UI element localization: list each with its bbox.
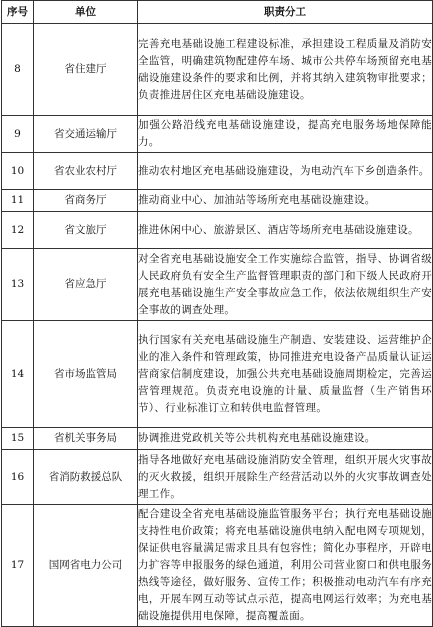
- row-serial-number: 10: [2, 153, 34, 190]
- header-serial-number: 序号: [2, 1, 34, 24]
- row-unit: 国网省电力公司: [34, 505, 138, 627]
- row-unit: 省消防救援总队: [34, 450, 138, 505]
- table-row: [2, 116, 433, 153]
- row-unit: 省市场监管局: [34, 321, 138, 428]
- table-row: [2, 428, 433, 450]
- table-row: [2, 212, 433, 249]
- row-serial-number: 9: [2, 116, 34, 153]
- table-row: [2, 321, 433, 428]
- row-unit: 省文旅厅: [34, 212, 138, 249]
- row-duty: 推动农村地区充电基础设施建设，为电动汽车下乡创造条件。: [138, 153, 433, 190]
- row-unit: 省应急厅: [34, 249, 138, 321]
- row-serial-number: 14: [2, 321, 34, 428]
- row-duty: 配合建设全省充电基础设施监管服务平台；执行充电基础设施支持性电价政策；将充电基础设施供电纳入配电网专项规划，保证供电容量满足需求且具有包容性；简化办事程序，开辟电力扩容等申报服务的绿色通道，利用公司营业窗口和供电服务热线等途径，做好服务、宣传工作；积极推动电动汽车有序充电，开展车网互动等试点示范，提高电网运行效率；为充电基础设施提供用电保障，提高覆盖面。: [138, 505, 433, 627]
- table-row: [2, 505, 433, 627]
- header-unit: 单位: [34, 1, 138, 24]
- table-header-row: [2, 1, 433, 24]
- row-serial-number: 17: [2, 505, 34, 627]
- row-duty: 执行国家有关充电基础设施生产制造、安装建设、运营维护企业的准入条件和管理政策，协同推进充电设备产品质量认证运营商家信制度建设，加强公共充电基础设施周期检定，完善运营管理规范。负责充电设施的计量、质量监督（生产销售环节）、行业标准订立和转供电监督管理。: [138, 321, 433, 428]
- row-duty: 完善充电基础设施工程建设标准，承担建设工程质量及消防安全监管，明确建筑物配建停车场、城市公共停车场预留充电基础设施建设条件的要求和比例，并将其纳入建筑物审批要求；负责推进居住区充电基础设施建设。: [138, 24, 433, 116]
- duty-table: [1, 0, 433, 627]
- table-row: [2, 450, 433, 505]
- row-duty: 加强公路沿线充电基础设施建设，提高充电服务场地保障能力。: [138, 116, 433, 153]
- row-serial-number: 15: [2, 428, 34, 450]
- row-unit: 省商务厅: [34, 190, 138, 212]
- table-row: [2, 24, 433, 116]
- row-unit: 省住建厅: [34, 24, 138, 116]
- table-row: [2, 190, 433, 212]
- row-duty: 推进休闲中心、旅游景区、酒店等场所充电基础设施建设。: [138, 212, 433, 249]
- row-duty: 对全省充电基础设施安全工作实施综合监管，指导、协调省级人民政府负有安全生产监督管理职责的部门和下级人民政府开展充电基础设施生产安全事故应急工作，依法依规组织生产安全事故的调查处理。: [138, 249, 433, 321]
- row-unit: 省农业农村厅: [34, 153, 138, 190]
- row-duty: 协调推进党政机关等公共机构充电基础设施建设。: [138, 428, 433, 450]
- row-serial-number: 11: [2, 190, 34, 212]
- row-duty: 指导各地做好充电基础设施消防安全管理，组织开展火灾事故的灭火救援，组织开展除生产经营活动以外的火灾事故调查处理工作。: [138, 450, 433, 505]
- row-unit: 省交通运输厅: [34, 116, 138, 153]
- table-row: [2, 153, 433, 190]
- row-serial-number: 16: [2, 450, 34, 505]
- row-unit: 省机关事务局: [34, 428, 138, 450]
- row-duty: 推动商业中心、加油站等场所充电基础设施建设。: [138, 190, 433, 212]
- header-duty: 职责分工: [138, 1, 433, 24]
- row-serial-number: 8: [2, 24, 34, 116]
- row-serial-number: 12: [2, 212, 34, 249]
- row-serial-number: 13: [2, 249, 34, 321]
- table-row: [2, 249, 433, 321]
